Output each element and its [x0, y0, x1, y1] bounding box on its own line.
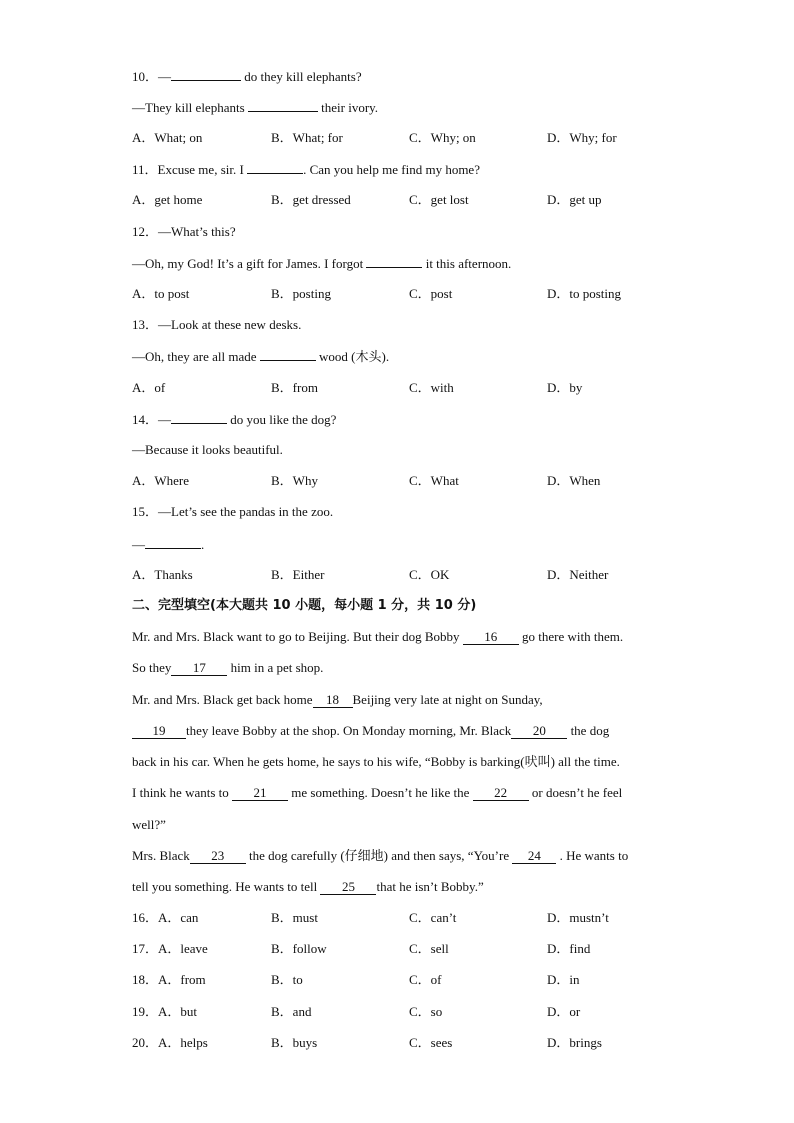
q10-option-b: B．What; for: [271, 130, 343, 145]
blank-number: 18: [313, 693, 353, 708]
answer-blank: [260, 348, 316, 361]
q19-option-a: 19．A．but: [132, 1004, 198, 1019]
q14-option-d: D．When: [547, 473, 601, 488]
q20-option-a: 20．A．helps: [132, 1035, 208, 1050]
q15-option-d: D．Neither: [547, 567, 609, 582]
q10-line2: —They kill elephants their ivory.: [132, 100, 379, 115]
q20-option-c: C．sees: [409, 1035, 453, 1050]
answer-blank: [247, 161, 303, 174]
q13-option-c: C．with: [409, 380, 454, 395]
blank-number: 24: [512, 849, 556, 864]
blank-number: 19: [132, 724, 186, 739]
q17-option-d: D．find: [547, 941, 591, 956]
q12-option-b: B．posting: [271, 286, 331, 301]
section-heading: 二、完型填空(本大题共 10 小题，每小题 1 分，共 10 分): [132, 598, 477, 613]
q17-option-a: 17．A．leave: [132, 941, 208, 956]
passage-line: 19 they leave Bobby at the shop. On Monday morning, Mr. Black 20 the dog: [132, 723, 609, 739]
q20-option-b: B．buys: [271, 1035, 318, 1050]
answer-blank: [171, 411, 227, 424]
q12-option-a: A．to post: [132, 286, 190, 301]
q14-option-b: B．Why: [271, 473, 318, 488]
q14-option-c: C．What: [409, 473, 459, 488]
q14-line2: —Because it looks beautiful.: [132, 442, 283, 457]
q13-stem: 13．—Look at these new desks.: [132, 317, 302, 332]
passage-line: well?”: [132, 817, 166, 832]
q15-line2: — .: [132, 537, 205, 552]
q18-option-b: B．to: [271, 972, 303, 987]
q14-option-a: A．Where: [132, 473, 190, 488]
answer-blank: [171, 68, 241, 81]
q16-option-a: 16．A．can: [132, 910, 199, 925]
q10-stem: 10．— do they kill elephants?: [132, 69, 362, 84]
q18-option-d: D．in: [547, 972, 580, 987]
blank-number: 22: [473, 786, 529, 801]
passage-line: I think he wants to 21 me something. Doesn’t he like the 22 or doesn’t he feel: [132, 785, 623, 800]
passage-line: So they 17 him in a pet shop.: [132, 660, 324, 675]
q18-option-c: C．of: [409, 972, 442, 987]
q11-option-c: C．get lost: [409, 192, 469, 207]
blank-number: 20: [511, 724, 567, 739]
q20-option-d: D．brings: [547, 1035, 602, 1050]
q17-option-c: C．sell: [409, 941, 449, 956]
passage-line: Mr. and Mrs. Black want to go to Beijing. But their dog Bobby 16 go there with them.: [132, 629, 624, 644]
q14-stem: 14．— do you like the dog?: [132, 412, 337, 427]
q13-option-a: A．of: [132, 380, 166, 395]
q17-option-b: B．follow: [271, 941, 327, 956]
answer-blank: [248, 99, 318, 112]
q12-option-c: C．post: [409, 286, 453, 301]
blank-number: 17: [171, 661, 227, 676]
q16-option-b: B．must: [271, 910, 318, 925]
passage-line: Mrs. Black 23 the dog carefully (仔细地) and then says, “You’re 24 . He wants to: [132, 848, 629, 863]
passage-line: tell you something. He wants to tell 25 that he isn’t Bobby.”: [132, 879, 484, 894]
q13-option-b: B．from: [271, 380, 318, 395]
q11-stem: 11．Excuse me, sir. I . Can you help me find my home?: [132, 162, 480, 177]
q12-line2: —Oh, my God! It’s a gift for James. I forgot it this afternoon.: [132, 256, 512, 271]
passage-line: Mr. and Mrs. Black get back home 18 Beijing very late at night on Sunday,: [132, 692, 543, 707]
blank-number: 16: [463, 630, 519, 645]
passage-line: back in his car. When he gets home, he says to his wife, “Bobby is barking(吠叫) all the time.: [132, 754, 620, 769]
q15-stem: 15．—Let’s see the pandas in the zoo.: [132, 504, 334, 519]
q12-stem: 12．—What’s this?: [132, 224, 236, 239]
q19-option-d: D．or: [547, 1004, 581, 1019]
q10-option-c: C．Why; on: [409, 130, 476, 145]
q16-option-d: D．mustn’t: [547, 910, 609, 925]
q19-option-c: C．so: [409, 1004, 443, 1019]
q11-option-a: A．get home: [132, 192, 203, 207]
q12-option-d: D．to posting: [547, 286, 622, 301]
q11-option-d: D．get up: [547, 192, 602, 207]
blank-number: 21: [232, 786, 288, 801]
q16-option-c: C．can’t: [409, 910, 457, 925]
blank-number: 25: [320, 880, 376, 895]
q13-line2: —Oh, they are all made wood (木头).: [132, 349, 390, 364]
q15-option-b: B．Either: [271, 567, 325, 582]
q10-option-a: A．What; on: [132, 130, 203, 145]
q15-option-c: C．OK: [409, 567, 450, 582]
answer-blank: [145, 536, 201, 549]
q11-option-b: B．get dressed: [271, 192, 351, 207]
answer-blank: [366, 255, 422, 268]
q19-option-b: B．and: [271, 1004, 312, 1019]
blank-number: 23: [190, 849, 246, 864]
q13-option-d: D．by: [547, 380, 583, 395]
q15-option-a: A．Thanks: [132, 567, 193, 582]
q18-option-a: 18．A．from: [132, 972, 206, 987]
q10-option-d: D．Why; for: [547, 130, 617, 145]
